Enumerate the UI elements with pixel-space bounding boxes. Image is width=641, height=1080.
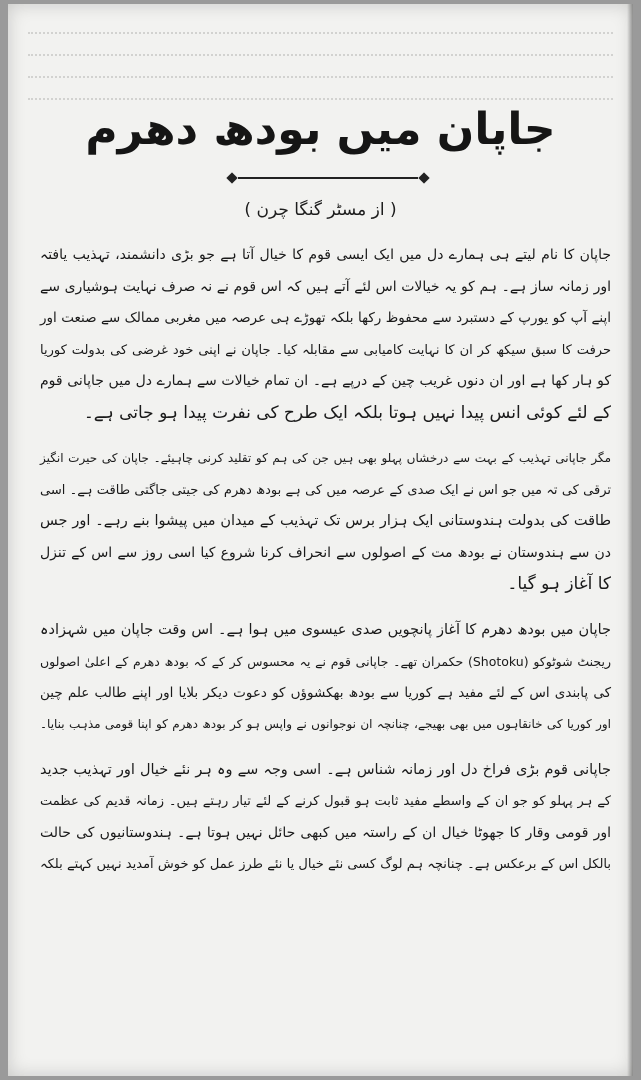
text-line: ریجنٹ شوٹوکو (Shotoku) حکمران تھے۔ جاپانی قوم نے یہ محسوس کر کے کہ بودھ دھرم کے اعلیٰ اصولوں (40, 654, 611, 669)
text-line: اپنے آپ کو یورپ کے دستبرد سے محفوظ رکھا بلکہ تھوڑے ہی عرصہ میں مغربی ممالک سے صنعت اور (40, 310, 611, 326)
paragraph-1 (40, 240, 611, 429)
page-title: جاپان میں بودھ دھرم (85, 104, 556, 155)
text-line: بالکل اس کے برعکس ہے۔ چنانچہ ہم لوگ کسی نئے خیال یا نئے طرز عمل کو خوش آمدید نہیں کہتے بلکہ (40, 857, 611, 872)
text-line: اور زمانہ ساز ہے۔ ہم کو یہ خیالات اس لئے آتے ہیں کہ اس قوم نے نہ صرف نہایت ہوشیاری سے (40, 278, 611, 295)
text-line: طاقت کی بدولت ہندوستانی ایک ہزار برس تک تہذیب کے میدان میں پیشوا بنے رہے۔ اور جس (40, 513, 611, 529)
bleed-through-text (28, 12, 613, 92)
text-line: کے لئے کوئی انس پیدا نہیں ہوتا بلکہ ایک طرح کی نفرت پیدا ہو جاتی ہے۔ (83, 402, 611, 423)
text-line: جاپانی قوم بڑی فراخ دل اور زمانہ شناس ہے۔ اسی وجہ سے وہ ہر نئے خیال اور تہذیب جدید (40, 761, 611, 778)
text-line: ترقی کی تہ میں جو اس نے ایک صدی کے عرصہ میں کی ہے بودھ دھرم کی جیتی جاگتی طاقت ہے۔ اسی (40, 482, 611, 498)
text-line: کو ہار کھا ہے اور ان دنوں غریب چین کے درپے ہے۔ ان تمام خیالات سے ہمارے دل میں جاپانی قوم (40, 373, 611, 389)
paragraph-2 (40, 443, 611, 601)
paragraph-4 (40, 755, 611, 881)
text-line: جاپان میں بودھ دھرم کا آغاز پانچویں صدی عیسوی میں ہوا ہے۔ اس وقت جاپان میں شہزادہ (40, 621, 611, 638)
title-ornament-rule (238, 177, 418, 179)
text-line: کی پابندی اس کے لئے مفید ہے کوریا سے بودھ بھکشوؤں کو دعوت دیکر بلایا اور اپنے طالب علم چین (40, 684, 611, 701)
article-body (40, 240, 611, 881)
author-byline: ( از مسٹر گنگا چرن ) (244, 200, 397, 220)
text-line: اور کوریا کی خانقاہوں میں بھی بھیجے، چنانچہ ان نوجوانوں نے واپس ہو کر بودھ دھرم کو اپنا قومی مذہب بنایا۔ (40, 717, 611, 731)
text-line: مگر جاپانی تہذیب کے بہت سے درخشاں پہلو بھی ہیں جن کی ہم کو تقلید کرنی چاہیئے۔ جاپان کی حیرت انگیز (40, 451, 611, 465)
text-line: جاپان کا نام لیتے ہی ہمارے دل میں ایک ایسی قوم کا خیال آتا ہے جو بڑی دانشمند، تہذیب یافتہ (40, 247, 611, 263)
book-page (8, 4, 633, 1076)
text-line: کا آغاز ہو گیا۔ (507, 574, 611, 594)
paragraph-3 (40, 615, 611, 741)
text-line: کے ہر پہلو کو جو ان کے واسطے مفید ثابت ہو قبول کرنے کے لئے تیار رہتے ہیں۔ زمانہ قدیم کی عظمت (40, 794, 611, 809)
text-line: اور قومی وقار کا جھوٹا خیال ان کے راستہ میں کبھی حائل نہیں ہوتا ہے۔ ہندوستانیوں کی حالت (40, 824, 611, 841)
text-line: حرفت کا سبق سیکھ کر ان کا نہایت کامیابی سے مقابلہ کیا۔ جاپان نے اپنی خود غرضی کی بدولت کوریا (40, 342, 611, 358)
page-edge-shadow (627, 4, 633, 1076)
text-line: دن سے ہندوستان نے بودھ مت کے اصولوں سے انحراف کرنا شروع کیا اسی روز سے اس کے تنزل (40, 544, 611, 561)
